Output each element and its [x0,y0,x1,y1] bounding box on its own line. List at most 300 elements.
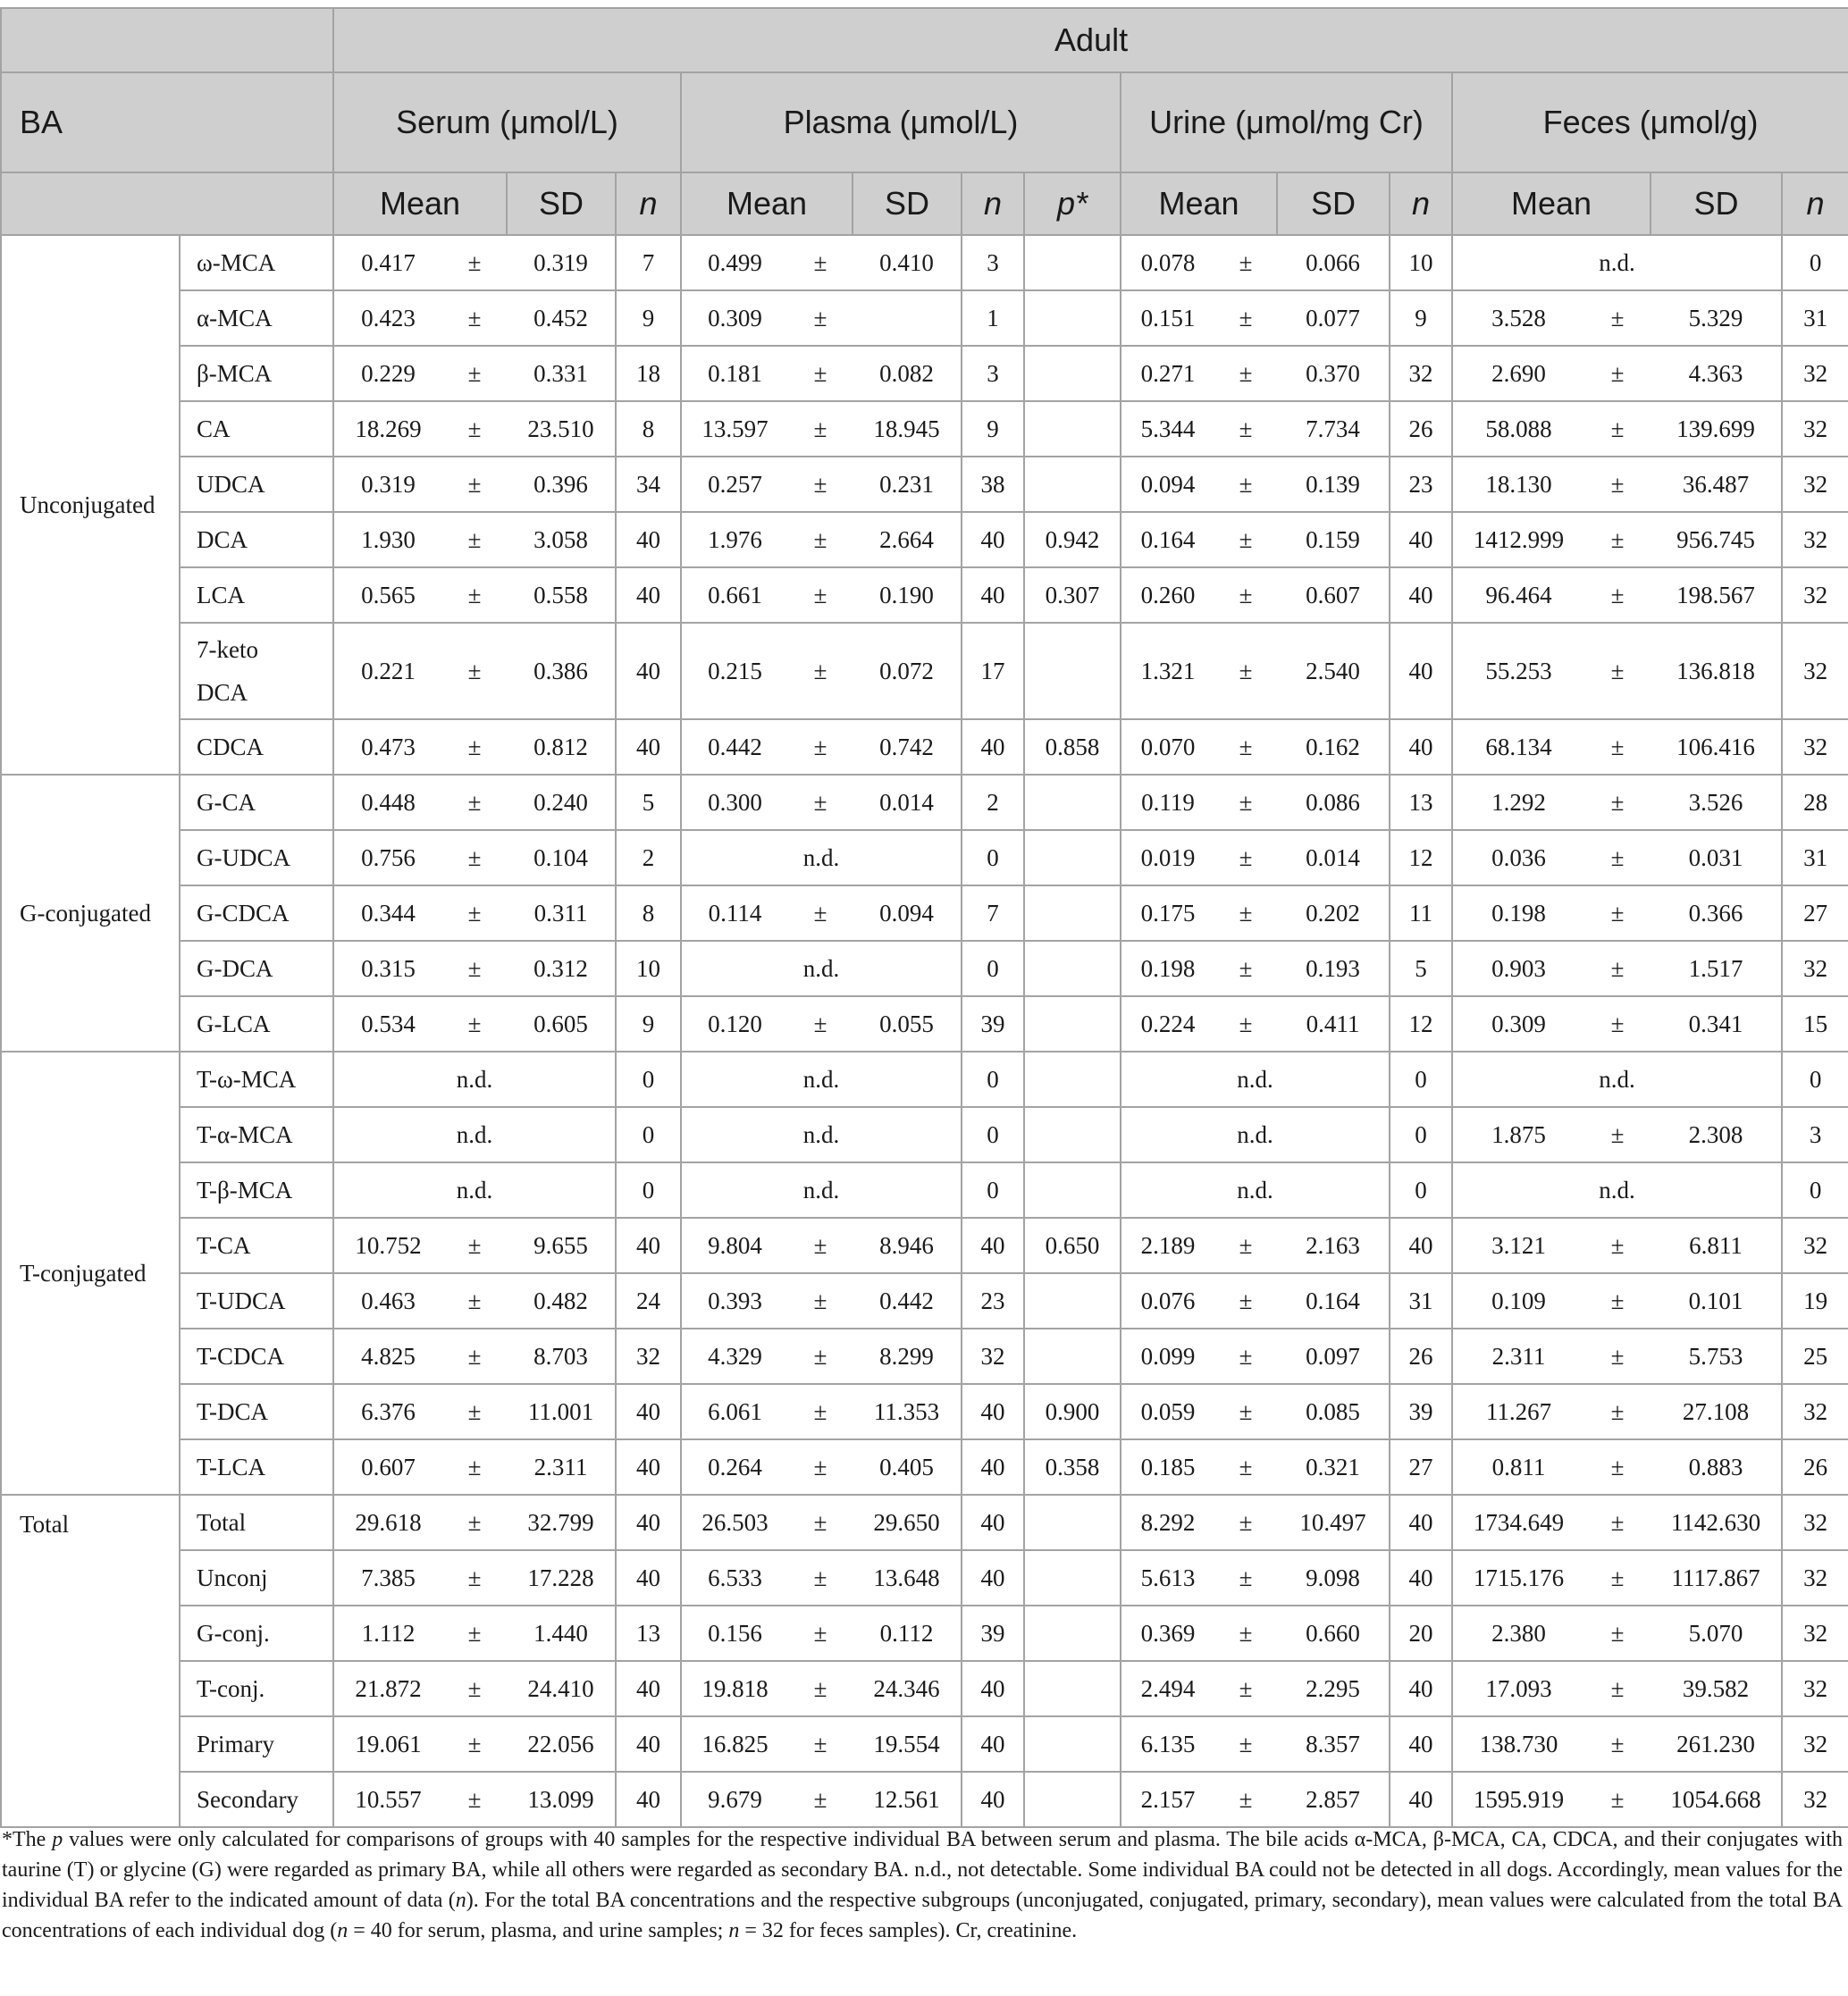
cell-n: 10 [616,941,681,996]
cell-plus-minus: ± [1214,401,1277,457]
table-row [1,996,1848,1052]
cell-mean: 2.494 [1121,1661,1214,1716]
cell-plus-minus: ± [1584,1439,1651,1495]
cell-plus-minus: ± [788,235,853,290]
cell-mean: 0.221 [333,623,442,719]
cell-mean: 0.185 [1121,1439,1214,1495]
cell-sd: 2.311 [507,1439,616,1495]
cell-n: 32 [1390,346,1452,401]
cell-mean: 0.607 [333,1439,442,1495]
cell-mean: 0.198 [1452,885,1584,941]
cell-n: 10 [1390,235,1452,290]
cell-mean: 138.730 [1452,1716,1584,1772]
cell-sd: 2.308 [1651,1107,1782,1162]
cell-n: 32 [616,1329,681,1384]
cell-n: 23 [1390,457,1452,512]
cell-plus-minus: ± [1214,623,1277,719]
cell-p-value [1024,235,1121,290]
cell-mean: 58.088 [1452,401,1584,457]
cell-sd: 0.396 [507,457,616,512]
cell-plus-minus: ± [442,1329,507,1384]
footnote-segment: n [337,1919,349,1942]
cell-mean: 0.036 [1452,830,1584,885]
cell-sd: 24.410 [507,1661,616,1716]
table-row [1,1550,1848,1606]
cell-plus-minus: ± [788,885,853,941]
cell-n: 39 [962,996,1024,1052]
ba-name: T-α-MCA [180,1107,333,1162]
table-row [1,830,1848,885]
cell-plus-minus: ± [1214,1218,1277,1273]
cell-sd: 0.031 [1651,830,1782,885]
cell-n: 32 [1782,1550,1848,1606]
cell-sd: 39.582 [1651,1661,1782,1716]
group-label: T-conjugated [1,1052,180,1495]
cell-p-value: 0.942 [1024,512,1121,567]
cell-plus-minus: ± [1214,996,1277,1052]
cell-mean: 1412.999 [1452,512,1584,567]
cell-plus-minus: ± [1584,885,1651,941]
cell-sd: 12.561 [853,1772,962,1827]
cell-plus-minus: ± [788,775,853,830]
cell-p-value [1024,1329,1121,1384]
cell-n: 0 [1782,1052,1848,1107]
cell-plus-minus: ± [1584,941,1651,996]
cell-n: 0 [962,941,1024,996]
cell-n: 40 [1390,1661,1452,1716]
footnote-segment: p [52,1828,63,1851]
cell-n: 31 [1782,290,1848,346]
cell-sd: 22.056 [507,1716,616,1772]
cell-p-value [1024,346,1121,401]
cell-n: 40 [1390,512,1452,567]
cell-plus-minus: ± [1584,623,1651,719]
cell-mean: 1.321 [1121,623,1214,719]
cell-mean: 0.260 [1121,567,1214,623]
cell-plus-minus: ± [1584,1218,1651,1273]
cell-not-detected: n.d. [681,941,962,996]
header-sd: SD [1277,172,1390,235]
cell-n: 40 [616,512,681,567]
cell-plus-minus: ± [1584,346,1651,401]
cell-sd: 2.163 [1277,1218,1390,1273]
cell-p-value [1024,996,1121,1052]
cell-sd: 0.366 [1651,885,1782,941]
cell-plus-minus: ± [1214,719,1277,775]
ba-name: Total [180,1495,333,1550]
cell-n: 40 [962,1772,1024,1827]
table-row [1,1661,1848,1716]
footnote-segment: = 40 for serum, plasma, and urine samples; [348,1919,729,1942]
cell-mean: 0.229 [333,346,442,401]
cell-sd: 106.416 [1651,719,1782,775]
footnote-segment: values were only calculated for comparisons of groups with 40 samples for the respective individual BA between serum and plasma. The bile acids α-MCA, β-MCA, CA, CDCA, and their conjugates with taurine (T) or glycine (G) were regarded as primary BA, while all others were regarded as secondary BA. n.d., not detectable. Some individual BA could not be detected in all dogs. Accordingly, mean values for the individual BA refer to the indicated amount of data ( [2,1828,1843,1912]
cell-sd: 36.487 [1651,457,1782,512]
cell-sd: 29.650 [853,1495,962,1550]
cell-mean: 0.903 [1452,941,1584,996]
cell-mean: 5.344 [1121,401,1214,457]
header-n: n [962,172,1024,235]
cell-n: 9 [962,401,1024,457]
cell-mean: 0.099 [1121,1329,1214,1384]
cell-sd: 9.655 [507,1218,616,1273]
cell-p-value [1024,830,1121,885]
cell-n: 40 [616,1772,681,1827]
cell-mean: 4.329 [681,1329,788,1384]
cell-plus-minus: ± [1214,885,1277,941]
cell-sd: 0.085 [1277,1384,1390,1439]
cell-n: 0 [1782,235,1848,290]
cell-n: 32 [1782,1495,1848,1550]
cell-n: 0 [962,1107,1024,1162]
cell-plus-minus: ± [1584,401,1651,457]
cell-sd: 0.411 [1277,996,1390,1052]
cell-sd: 0.341 [1651,996,1782,1052]
cell-mean: 9.679 [681,1772,788,1827]
cell-plus-minus: ± [788,567,853,623]
cell-mean: 0.151 [1121,290,1214,346]
cell-mean: 0.756 [333,830,442,885]
cell-sd: 11.001 [507,1384,616,1439]
cell-mean: 0.565 [333,567,442,623]
cell-plus-minus: ± [788,512,853,567]
cell-plus-minus: ± [442,830,507,885]
cell-sd: 8.946 [853,1218,962,1273]
cell-plus-minus: ± [1584,1550,1651,1606]
cell-plus-minus: ± [788,457,853,512]
cell-n: 32 [1782,1218,1848,1273]
cell-sd: 1.517 [1651,941,1782,996]
cell-n: 39 [1390,1384,1452,1439]
cell-n: 11 [1390,885,1452,941]
table-row [1,1218,1848,1273]
cell-plus-minus: ± [442,401,507,457]
cell-mean: 0.059 [1121,1384,1214,1439]
cell-sd: 17.228 [507,1550,616,1606]
cell-p-value [1024,457,1121,512]
cell-mean: 3.528 [1452,290,1584,346]
cell-sd: 27.108 [1651,1384,1782,1439]
cell-n: 8 [616,401,681,457]
cell-n: 25 [1782,1329,1848,1384]
cell-n: 40 [962,1716,1024,1772]
cell-plus-minus: ± [442,623,507,719]
cell-plus-minus: ± [1214,775,1277,830]
ba-name: T-DCA [180,1384,333,1439]
cell-sd: 0.162 [1277,719,1390,775]
header-mean: Mean [1452,172,1651,235]
cell-mean: 8.292 [1121,1495,1214,1550]
ba-name: ω-MCA [180,235,333,290]
ba-name-line: DCA [197,679,248,706]
cell-mean: 4.825 [333,1329,442,1384]
cell-plus-minus: ± [1214,457,1277,512]
cell-sd: 0.482 [507,1273,616,1329]
cell-n: 0 [1390,1107,1452,1162]
cell-mean: 0.309 [681,290,788,346]
header-serum: Serum (μmol/L) [333,72,681,172]
cell-not-detected: n.d. [333,1162,616,1218]
cell-plus-minus: ± [1584,996,1651,1052]
group-label: Unconjugated [1,235,180,775]
cell-mean: 0.164 [1121,512,1214,567]
cell-sd: 5.329 [1651,290,1782,346]
cell-sd: 1142.630 [1651,1495,1782,1550]
cell-sd: 0.410 [853,235,962,290]
cell-n: 38 [962,457,1024,512]
cell-mean: 1.930 [333,512,442,567]
cell-plus-minus: ± [788,719,853,775]
cell-mean: 0.369 [1121,1606,1214,1661]
cell-sd: 1117.867 [1651,1550,1782,1606]
table-row [1,623,1848,719]
header-p: p* [1024,172,1121,235]
cell-sd: 0.883 [1651,1439,1782,1495]
cell-n: 3 [962,235,1024,290]
cell-n: 40 [1390,623,1452,719]
cell-plus-minus: ± [788,346,853,401]
cell-n: 40 [1390,1550,1452,1606]
cell-n: 32 [1782,567,1848,623]
cell-n: 40 [962,1218,1024,1273]
cell-plus-minus: ± [788,1329,853,1384]
cell-sd: 3.526 [1651,775,1782,830]
cell-plus-minus: ± [788,1606,853,1661]
cell-not-detected: n.d. [1452,1052,1782,1107]
cell-plus-minus: ± [442,457,507,512]
table-row [1,885,1848,941]
cell-plus-minus: ± [442,346,507,401]
cell-plus-minus: ± [1584,567,1651,623]
cell-mean: 26.503 [681,1495,788,1550]
cell-sd: 13.099 [507,1772,616,1827]
table-row [1,1107,1848,1162]
cell-plus-minus: ± [788,1218,853,1273]
cell-n: 27 [1782,885,1848,941]
cell-n: 0 [1782,1162,1848,1218]
cell-sd: 0.014 [853,775,962,830]
cell-sd: 0.193 [1277,941,1390,996]
cell-mean: 0.534 [333,996,442,1052]
cell-sd: 2.857 [1277,1772,1390,1827]
cell-n: 2 [616,830,681,885]
cell-n: 8 [616,885,681,941]
table-row [1,719,1848,775]
table-row [1,290,1848,346]
cell-not-detected: n.d. [1121,1107,1390,1162]
cell-n: 27 [1390,1439,1452,1495]
bile-acid-table [0,7,1848,1828]
cell-sd: 2.664 [853,512,962,567]
cell-plus-minus: ± [788,1550,853,1606]
cell-sd: 23.510 [507,401,616,457]
table-row [1,1384,1848,1439]
cell-n: 40 [1390,1495,1452,1550]
cell-not-detected: n.d. [1452,1162,1782,1218]
cell-p-value: 0.900 [1024,1384,1121,1439]
table-row [1,1772,1848,1827]
cell-mean: 0.271 [1121,346,1214,401]
cell-mean: 13.597 [681,401,788,457]
cell-plus-minus: ± [442,1550,507,1606]
cell-mean: 1734.649 [1452,1495,1584,1550]
cell-n: 40 [616,1218,681,1273]
table-row [1,1162,1848,1218]
ba-name: UDCA [180,457,333,512]
cell-n: 40 [616,567,681,623]
cell-n: 1 [962,290,1024,346]
cell-n: 7 [616,235,681,290]
cell-plus-minus: ± [442,1772,507,1827]
ba-name: G-UDCA [180,830,333,885]
cell-not-detected: n.d. [681,1052,962,1107]
cell-n: 32 [1782,941,1848,996]
cell-n: 40 [616,1495,681,1550]
footnote-segment: = 32 for feces samples). Cr, creatinine. [739,1919,1078,1942]
cell-n: 32 [1782,1772,1848,1827]
ba-name: T-conj. [180,1661,333,1716]
cell-sd: 0.159 [1277,512,1390,567]
cell-sd: 139.699 [1651,401,1782,457]
cell-mean: 68.134 [1452,719,1584,775]
cell-sd: 0.097 [1277,1329,1390,1384]
cell-plus-minus: ± [442,941,507,996]
ba-name: T-CA [180,1218,333,1273]
cell-sd: 8.357 [1277,1716,1390,1772]
cell-p-value: 0.358 [1024,1439,1121,1495]
cell-sd: 956.745 [1651,512,1782,567]
cell-n: 32 [1782,1716,1848,1772]
cell-mean: 0.309 [1452,996,1584,1052]
ba-name: DCA [180,512,333,567]
cell-n: 40 [1390,567,1452,623]
cell-n: 40 [616,1716,681,1772]
cell-sd: 0.164 [1277,1273,1390,1329]
cell-n: 34 [616,457,681,512]
cell-n: 32 [1782,346,1848,401]
cell-p-value [1024,401,1121,457]
cell-mean: 1.875 [1452,1107,1584,1162]
cell-sd: 0.660 [1277,1606,1390,1661]
cell-n: 32 [1782,623,1848,719]
cell-plus-minus: ± [442,1439,507,1495]
cell-n: 32 [1782,457,1848,512]
cell-plus-minus: ± [442,775,507,830]
cell-sd: 0.014 [1277,830,1390,885]
cell-n: 40 [616,623,681,719]
table-row [1,1273,1848,1329]
cell-plus-minus: ± [1214,830,1277,885]
ba-name: Secondary [180,1772,333,1827]
cell-plus-minus: ± [1584,830,1651,885]
ba-name: G-DCA [180,941,333,996]
cell-plus-minus: ± [442,235,507,290]
cell-n: 32 [1782,1606,1848,1661]
footnote-segment: n [455,1889,466,1912]
cell-mean: 0.319 [333,457,442,512]
footnote-segment: *The [2,1828,53,1851]
cell-mean: 9.804 [681,1218,788,1273]
cell-n: 28 [1782,775,1848,830]
cell-n: 39 [962,1606,1024,1661]
group-label: Total [1,1495,180,1827]
cell-n: 7 [962,885,1024,941]
cell-n: 40 [962,719,1024,775]
cell-sd: 8.299 [853,1329,962,1384]
cell-plus-minus: ± [1214,1772,1277,1827]
cell-sd: 4.363 [1651,346,1782,401]
cell-not-detected: n.d. [681,1107,962,1162]
ba-name: β-MCA [180,346,333,401]
cell-mean: 2.690 [1452,346,1584,401]
cell-n: 40 [962,567,1024,623]
cell-sd: 0.558 [507,567,616,623]
header-blank [1,172,333,235]
cell-plus-minus: ± [1584,1495,1651,1550]
table-row [1,775,1848,830]
cell-n: 18 [616,346,681,401]
cell-p-value [1024,775,1121,830]
cell-mean: 6.135 [1121,1716,1214,1772]
cell-sd: 0.311 [507,885,616,941]
cell-mean: 10.752 [333,1218,442,1273]
cell-mean: 6.376 [333,1384,442,1439]
table-row [1,941,1848,996]
ba-name: CA [180,401,333,457]
cell-plus-minus: ± [1214,290,1277,346]
cell-sd: 198.567 [1651,567,1782,623]
cell-mean: 0.076 [1121,1273,1214,1329]
cell-n: 26 [1782,1439,1848,1495]
cell-sd: 0.055 [853,996,962,1052]
cell-sd: 0.190 [853,567,962,623]
cell-sd: 0.240 [507,775,616,830]
cell-mean: 0.448 [333,775,442,830]
cell-plus-minus: ± [1584,1107,1651,1162]
cell-n: 40 [962,512,1024,567]
cell-plus-minus: ± [1584,1273,1651,1329]
cell-sd: 10.497 [1277,1495,1390,1550]
cell-n: 24 [616,1273,681,1329]
cell-mean: 17.093 [1452,1661,1584,1716]
cell-plus-minus: ± [1584,457,1651,512]
cell-plus-minus: ± [1584,1716,1651,1772]
header-corner [1,8,333,72]
cell-plus-minus: ± [442,885,507,941]
ba-name: G-CDCA [180,885,333,941]
cell-n: 0 [962,1162,1024,1218]
cell-p-value [1024,885,1121,941]
cell-sd: 0.139 [1277,457,1390,512]
cell-n: 40 [962,1550,1024,1606]
cell-mean: 19.818 [681,1661,788,1716]
cell-p-value: 0.650 [1024,1218,1121,1273]
cell-plus-minus: ± [442,290,507,346]
cell-sd: 9.098 [1277,1550,1390,1606]
cell-sd: 0.202 [1277,885,1390,941]
cell-sd: 0.077 [1277,290,1390,346]
cell-mean: 2.380 [1452,1606,1584,1661]
table-row [1,567,1848,623]
cell-n: 40 [616,719,681,775]
cell-n: 3 [1782,1107,1848,1162]
cell-n: 31 [1782,830,1848,885]
cell-mean: 0.463 [333,1273,442,1329]
cell-mean: 0.344 [333,885,442,941]
cell-p-value: 0.858 [1024,719,1121,775]
cell-p-value [1024,1273,1121,1329]
cell-plus-minus: ± [788,1772,853,1827]
